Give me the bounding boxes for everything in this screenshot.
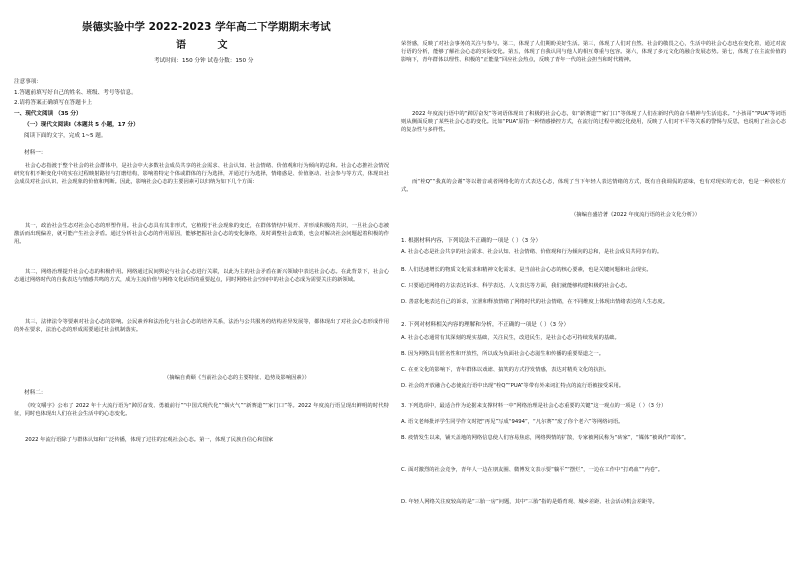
question-option: C. 只要通过网络的方法表达诉求、科学表达、人文表达等方面，我们就能够构建积极的社会心态。 bbox=[401, 283, 631, 289]
question-option: B. 因为网络具有匿名性和开放性，所以成为负面社会心态滋生和传播的重要渠道之一。 bbox=[401, 351, 604, 357]
subject-title: 语 文 bbox=[176, 40, 242, 51]
paragraph: 《咬文嚼字》公布了 2022 年十大流行语为“踔厉奋发、勇毅前行”“中国式现代化”“烟火气”“新赛道”“家门口”等。2022 年度流行语呈现出鲜明的时代特征，同时也体现出人们在社会生活中的心态变化。 bbox=[14, 403, 389, 418]
question-option: D. 年轻人网络关注度较高的是“三胎一房”问题，其中“三胎”指的是婚育观、城乡差距、社会活动机会差距等。 bbox=[401, 499, 658, 505]
paragraph: 社会心态指渡于整个社会的社会群体中，是社会中大多数社会成员共享的社会需求、社会认知、社会情绪、价值观和行为倾向的总和。社会心态推社会情况研究有机不断变化中的实在过程映射路径与打磨结构，影响着特定个体或群体的行为选择，并通过行为选择，情绪惑是、价值驱动、社会参与等方式，体现出社会成员对社会认识、社会现象的价值和判断。因此，影响社会心态的主要因素可以归纳为如下几个方面： bbox=[14, 163, 389, 186]
question-stem: 1. 根据材料内容，下列说法不正确的一项是（ ）（3 分） bbox=[401, 238, 542, 244]
paragraph: 2022 年度流行语中的“踔厉奋发”等词语体现出了积极的社会心态，如“新赛道”“家门口”等体现了人们在新时代的奋斗精神与生活追求。“小孩哥”“PUA”等词语则从侧面反映了某些社会心态的变化。比如“PUA”原指一种情感操控方式，在流行的过程中被泛化使用，反映了人们对不平等关系的警惕与反思，也说明了社会心态的复杂性与多样性。 bbox=[401, 111, 786, 134]
section-heading: 一、现代文阅读 （35 分） bbox=[14, 111, 82, 117]
question-option: C. 面对激烈的社会竞争，青年人一边在朋友圈、微博发文表示要“躺平”“摆烂”，一边在工作中“打鸡血”“内卷”。 bbox=[401, 467, 664, 473]
source-citation: （摘编自黄颐《当前社会心态的主要特征、趋势及影响因素》） bbox=[164, 375, 310, 381]
subsection-heading: （一）现代文阅读Ⅰ（本题共 5 小题，17 分） bbox=[24, 122, 139, 128]
exam-info: 考试时间：150 分钟 试卷分数：150 分 bbox=[154, 58, 254, 64]
note-item: 1.答题前填写好自己的姓名、班级、考号等信息。 bbox=[14, 90, 137, 96]
question-option: D. 社会的开放融合心态使流行语中出现“栓Q”“PUA”等带有外来词汇特点的流行语被接受采用。 bbox=[401, 383, 625, 389]
paragraph: 其二，网络治理提升社会心态的积极作用。网络通过民间舆论与社会心态进行关联，以此为主的社会矛盾在新兴领域中表达社会心态。在此背景下，社会心态通过网络时代的自我表达与情感共鸣的方式，成为主流价值与网络文化话语的重要起点，同时网络社会空间中的社会心态成为需要关注的新领域。 bbox=[14, 269, 389, 284]
question-option: A. 语文老师批评学生同学作文时把“再见”写成“9494”，“凡尔赛”“废了你个老六”等网络词语。 bbox=[401, 419, 624, 425]
question-option: A. 社会心态通常有其深刻的现实基础，关注民生，改进民生，是社会心态可持续发展的基础。 bbox=[401, 335, 620, 341]
source-citation: （摘编自盛岩著《2022 年度流行语的社会文化分析》） bbox=[571, 212, 701, 218]
question-stem: 3. 下列选项中，最适合作为论据来支撑材料一中“网络治理是社会心态重要的关键”这一观点的一项是（ ）（3 分） bbox=[401, 403, 667, 409]
paragraph: 2022 年流行语除了与群体认知和广泛传播，体现了过往的宏观社会心态。第一，体现了民族自信心和国家 bbox=[25, 437, 274, 443]
notes-heading: 注意事项： bbox=[14, 79, 42, 85]
question-option: B. 疫情发生以来，铺天盖地的网络信息使人们容易焦虑，网络舆情的扩散，专家被网民称为“砖家”，“媒体”被讽作“霉体”。 bbox=[401, 435, 690, 441]
question-option: C. 在亚文化的影响下，青年群体以戏谑、搞笑的方式抒发情感，表达对精英文化的抗拒。 bbox=[401, 367, 610, 373]
paragraph: 其三，法律法令等要素对社会心态的影响。公民素养和法治化与社会心态的培养关系，法治与公共服务的结构差异发展等，都体现出了对社会心态形成作用的外在要求，法治心态的形成需要通过社会机制落实。 bbox=[14, 319, 389, 334]
note-item: 2.请将答案正确填写在答题卡上 bbox=[14, 100, 93, 106]
paragraph: 而“栓Q”“我真的会谢”等以谐音或者网络化的方式表达心态，体现了当下年轻人表达情绪的方式，既有自我调侃的意味，也有对现实的无奈，也是一种放松方式。 bbox=[401, 179, 786, 194]
question-option: B. 人们迅速增长的物质文化需求和精神文化需求，是当前社会心态的核心要素，也是关键问题和社会现实。 bbox=[401, 267, 652, 273]
material-label: 材料二： bbox=[24, 390, 47, 396]
instruction: 阅读下面的文字，完成 1~5 题。 bbox=[24, 133, 107, 139]
question-option: A. 社会心态是社会共享的社会需求、社会认知、社会情绪、价值观和行为倾向的总和，是社会成员共同享有的。 bbox=[401, 249, 663, 255]
question-stem: 2. 下列对材料相关内容的理解和分析，不正确的一项是（ ）（3 分） bbox=[401, 322, 570, 328]
material-label: 材料一： bbox=[24, 150, 47, 156]
paragraph: 其一，政治社会生态对社会心态的形塑作用。社会心态具有其非形式，它植根于社会现象的变迁，在群体情结中展开、并形成积极的共识，一旦社会心态被激活而出现偏差，就可能产生社会矛盾。通过分析社会心态的作用原因，能够把握社会心态的变化脉络，及时调整社会政策，也会对解决社会问题起着积极的作用。 bbox=[14, 223, 389, 246]
paragraph: 荣誉感，反映了对社会事务的关注与参与。第二，体现了人们期盼美好生活。第三，体现了人们对自然、社会的敬畏之心，生活中的社会心态也在变化着，通过对流行语的分析，能够了解社会心态的实际变化。第五，体现了自我认同与他人的相互尊重与包容。第六，体现了多元文化的融合发展态势。第七，体现了在主流价值的影响下，青年群体以理性、积极的“正能量”回应社会热点，反映了青年一代的社会担当和时代精神。 bbox=[401, 41, 786, 64]
question-option: D. 善意化地表达自己的诉求，宣泄和释放情绪了网络时代的社会情绪，在不同维度上体现出情绪表达的人生态度。 bbox=[401, 299, 668, 305]
exam-title: 崇德实验中学 2022-2023 学年高二下学期期末考试 bbox=[82, 21, 331, 33]
